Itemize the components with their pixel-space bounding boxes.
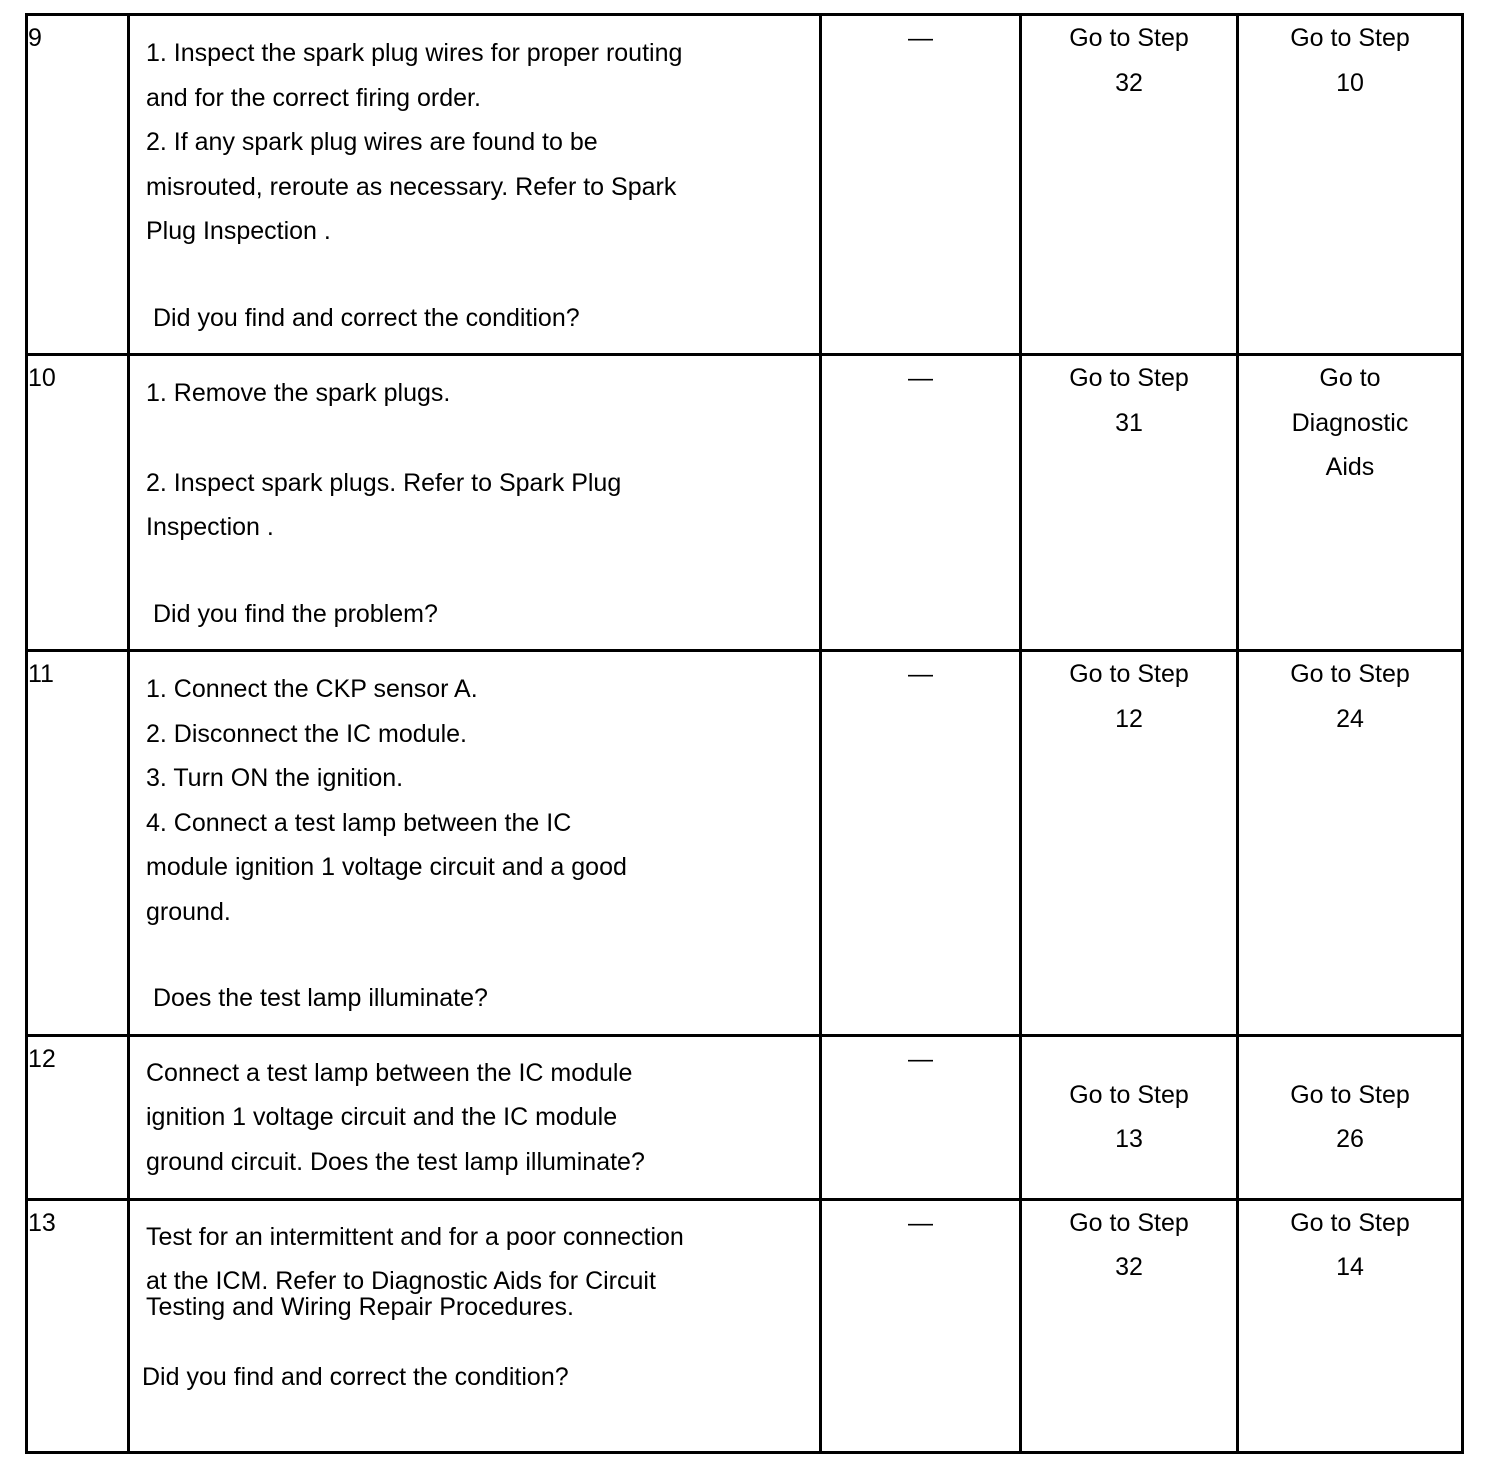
yes-step: 12 xyxy=(1115,704,1143,733)
action-line: Inspection . xyxy=(146,513,274,541)
action-cell xyxy=(129,1035,821,1199)
no-cell xyxy=(1238,355,1463,651)
no-text: Go to Step xyxy=(1290,1080,1410,1109)
diagnostic-steps-table xyxy=(25,13,1464,1454)
action-line: ground. xyxy=(146,897,231,926)
no-cell xyxy=(1238,651,1463,1036)
value-cell: — xyxy=(821,355,1021,651)
step-number: 10 xyxy=(27,355,129,651)
action-line: Plug Inspection . xyxy=(146,217,331,245)
yes-cell xyxy=(1021,355,1238,651)
action-line: 2. Disconnect the IC module. xyxy=(146,719,467,748)
yes-text: Go to Step xyxy=(1069,1080,1189,1109)
table-row xyxy=(27,355,1463,651)
action-line: module ignition 1 voltage circuit and a good xyxy=(146,853,627,881)
action-question: Did you find and correct the condition? xyxy=(153,303,580,332)
action-line: Testing and Wiring Repair Procedures. xyxy=(146,1293,574,1321)
yes-step: 32 xyxy=(1115,68,1143,97)
no-text: Go to xyxy=(1319,364,1381,392)
action-line: 4. Connect a test lamp between the IC xyxy=(146,808,572,837)
yes-cell xyxy=(1021,1199,1238,1452)
yes-text: Go to Step xyxy=(1069,24,1189,52)
step-number: 12 xyxy=(27,1035,129,1199)
action-line: 2. If any spark plug wires are found to be xyxy=(146,128,598,156)
yes-cell xyxy=(1021,15,1238,355)
action-line: 1. Remove the spark plugs. xyxy=(146,379,451,407)
action-question: Does the test lamp illuminate? xyxy=(153,984,488,1012)
yes-cell xyxy=(1021,651,1238,1036)
no-text: Go to Step xyxy=(1290,1208,1410,1237)
no-text: Go to Step xyxy=(1290,24,1410,52)
action-line: and for the correct firing order. xyxy=(146,83,481,112)
action-line: misrouted, reroute as necessary. Refer to Spark xyxy=(146,172,677,201)
no-cell xyxy=(1238,1199,1463,1452)
value-cell: — xyxy=(821,15,1021,355)
no-step: 14 xyxy=(1336,1253,1364,1281)
action-cell xyxy=(129,651,821,1036)
yes-text: Go to Step xyxy=(1069,660,1189,688)
action-line: at the ICM. Refer to Diagnostic Aids for Circuit xyxy=(146,1267,656,1295)
step-number: 13 xyxy=(27,1199,129,1452)
action-cell xyxy=(129,355,821,651)
action-line: 1. Inspect the spark plug wires for proper routing xyxy=(146,39,683,67)
value-cell: — xyxy=(821,1035,1021,1199)
no-step: 24 xyxy=(1336,704,1364,733)
table-row xyxy=(27,1035,1463,1199)
table-row xyxy=(27,1199,1463,1452)
no-text: Aids xyxy=(1325,453,1375,481)
no-cell xyxy=(1238,1035,1463,1199)
no-step: 10 xyxy=(1336,68,1364,97)
table-row xyxy=(27,15,1463,355)
step-number: 9 xyxy=(27,15,129,355)
yes-text: Go to Step xyxy=(1069,1208,1189,1237)
value-cell: — xyxy=(821,1199,1021,1452)
no-step: 26 xyxy=(1336,1125,1364,1153)
value-cell: — xyxy=(821,651,1021,1036)
no-text: Go to Step xyxy=(1290,660,1410,688)
no-text: Diagnostic xyxy=(1291,408,1409,437)
action-question: Did you find the problem? xyxy=(153,599,438,628)
action-line: ground circuit. Does the test lamp illuminate? xyxy=(146,1147,645,1176)
action-question: Did you find and correct the condition? xyxy=(142,1363,569,1391)
action-line: Test for an intermittent and for a poor connection xyxy=(146,1222,684,1251)
no-cell xyxy=(1238,15,1463,355)
action-line: 3. Turn ON the ignition. xyxy=(146,764,404,792)
step-number: 11 xyxy=(27,651,129,1036)
yes-step: 13 xyxy=(1115,1125,1143,1153)
action-line: Connect a test lamp between the IC module xyxy=(146,1058,633,1087)
yes-step: 31 xyxy=(1115,408,1143,437)
yes-text: Go to Step xyxy=(1069,364,1189,392)
action-line: 1. Connect the CKP sensor A. xyxy=(146,675,478,703)
action-line: ignition 1 voltage circuit and the IC module xyxy=(146,1103,618,1131)
action-cell xyxy=(129,15,821,355)
action-line: 2. Inspect spark plugs. Refer to Spark Plug xyxy=(146,468,622,497)
yes-step: 32 xyxy=(1115,1253,1143,1281)
yes-cell xyxy=(1021,1035,1238,1199)
action-cell xyxy=(129,1199,821,1452)
table-row xyxy=(27,651,1463,1036)
